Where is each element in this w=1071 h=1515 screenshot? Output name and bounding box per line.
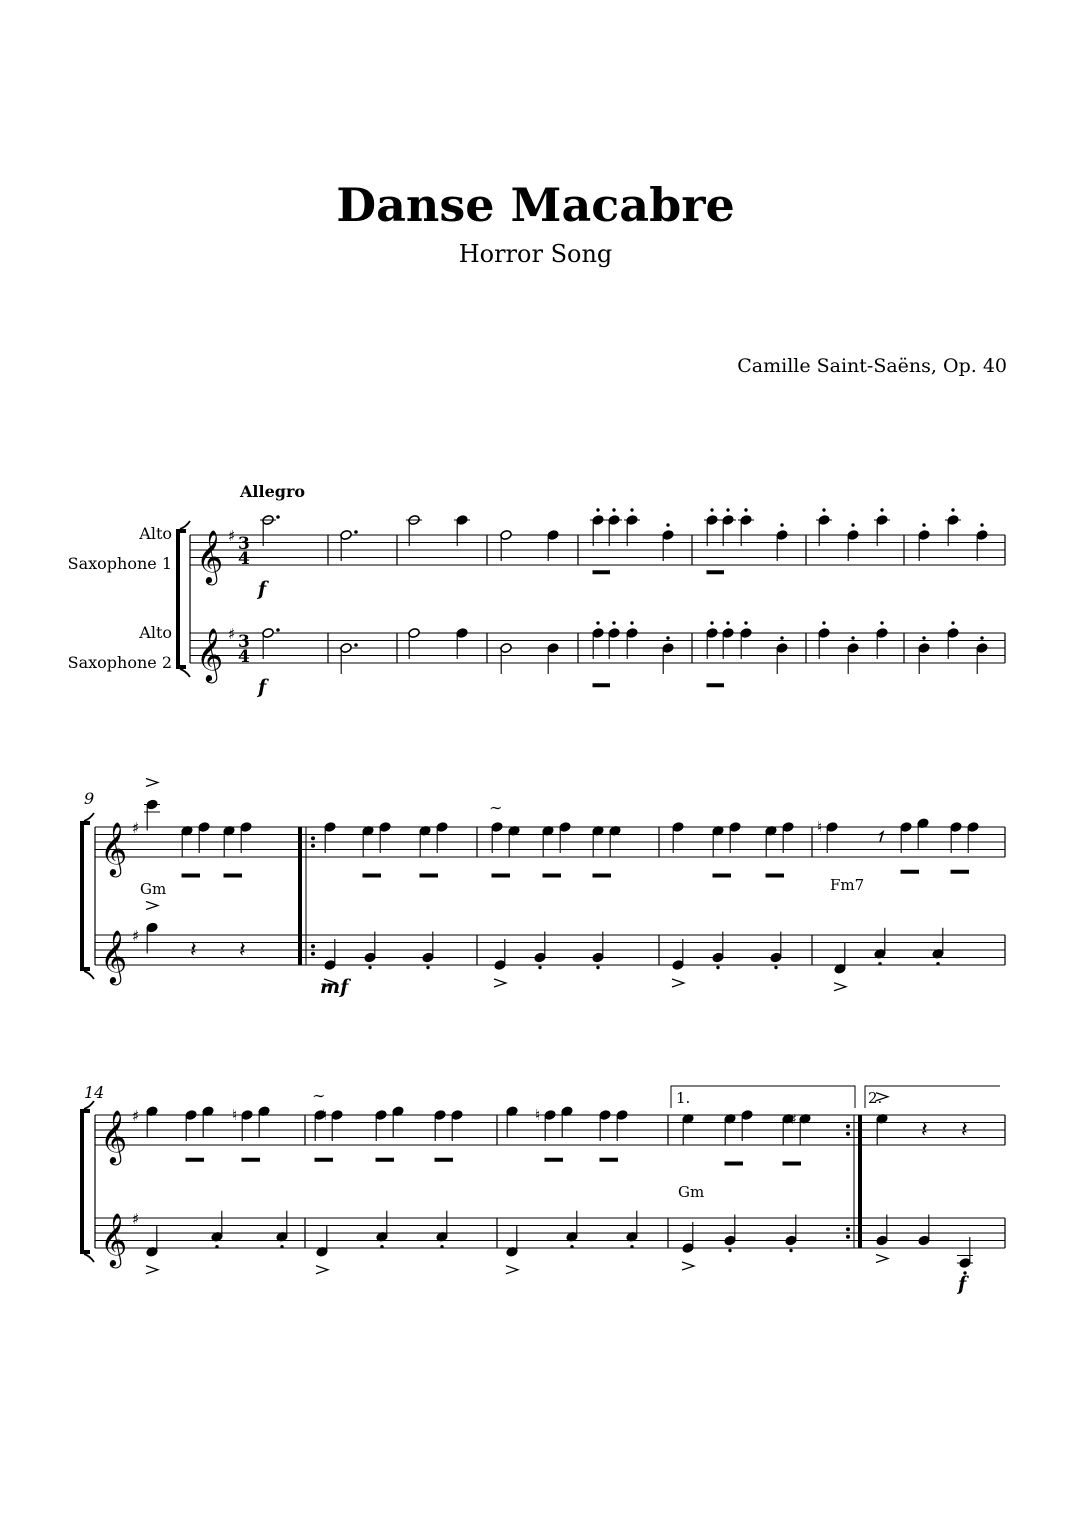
staccato-dot — [822, 621, 825, 624]
time-signature-denominator: 4 — [238, 647, 250, 667]
staccato-dot — [780, 523, 783, 526]
beam — [545, 1158, 564, 1162]
score-subtitle: Horror Song — [458, 240, 613, 268]
beam — [593, 874, 612, 878]
chord-symbol: Gm — [678, 1183, 705, 1201]
quarter-rest-icon: 𝄽 — [921, 1118, 928, 1143]
augmentation-dot — [354, 643, 358, 647]
staccato-dot — [538, 966, 541, 969]
beam — [543, 874, 562, 878]
staccato-dot — [630, 1245, 633, 1248]
staccato-dot — [936, 962, 939, 965]
key-signature-sharp-icon: ♯ — [228, 625, 236, 643]
beam — [707, 570, 725, 574]
staccato-dot — [612, 508, 615, 511]
augmentation-dot — [276, 628, 280, 632]
natural-icon: ♮ — [535, 1106, 541, 1124]
sharp-icon: ♯ — [790, 1111, 797, 1128]
time-signature-numerator: 3 — [238, 632, 250, 652]
volta-2-label: 2. — [868, 1089, 883, 1107]
system-bracket — [178, 531, 186, 667]
measure-number-14: 14 — [84, 1083, 105, 1102]
beam — [713, 874, 732, 878]
beam — [182, 874, 201, 878]
staccato-dot — [280, 1245, 283, 1248]
dynamic-marking: f — [258, 676, 267, 698]
bracket-hook — [180, 669, 190, 677]
staccato-dot — [368, 966, 371, 969]
repeat-dot — [311, 944, 315, 948]
eighth-rest-icon — [879, 832, 883, 842]
instrument-name-line2: Saxophone 2 — [67, 653, 172, 672]
accent-mark — [146, 779, 158, 787]
bracket-hook — [84, 1254, 94, 1262]
staccato-dot — [774, 966, 777, 969]
repeat-thick-barline — [298, 827, 302, 965]
beam — [707, 683, 725, 687]
chord-symbol: Gm — [140, 880, 167, 898]
natural-icon: ♮ — [817, 818, 823, 836]
accent-mark — [876, 1093, 888, 1101]
key-signature-sharp-icon: ♯ — [132, 819, 140, 837]
staccato-dot — [630, 621, 633, 624]
beam — [492, 874, 511, 878]
staccato-dot — [780, 636, 783, 639]
augmentation-dot — [354, 530, 358, 534]
beam — [376, 1158, 395, 1162]
beam — [435, 1158, 454, 1162]
beam — [783, 1162, 802, 1166]
chord-symbol: Fm7 — [830, 876, 865, 894]
mordent-icon: ∼ — [312, 1086, 326, 1105]
quarter-rest-icon: 𝄽 — [190, 938, 197, 963]
staccato-dot — [612, 621, 615, 624]
system-bracket — [82, 823, 90, 969]
beam — [224, 874, 243, 878]
treble-clef-icon: 𝄞 — [100, 1109, 128, 1163]
treble-clef-icon: 𝄞 — [100, 1212, 128, 1266]
repeat-thick-barline — [858, 1115, 862, 1248]
time-signature-numerator: 3 — [238, 534, 250, 554]
staccato-dot — [980, 636, 983, 639]
staccato-dot — [666, 636, 669, 639]
beam — [186, 1158, 205, 1162]
volta-1-label: 1. — [676, 1089, 691, 1107]
staccato-dot — [851, 523, 854, 526]
staccato-dot — [980, 523, 983, 526]
accent-mark — [506, 1266, 518, 1274]
staccato-dot — [744, 508, 747, 511]
volta-2-bracket — [865, 1086, 1000, 1108]
staccato-dot — [880, 621, 883, 624]
instrument-name-line1: Alto — [139, 524, 172, 543]
repeat-dot — [846, 1132, 850, 1136]
treble-clef-icon: 𝄞 — [100, 929, 128, 983]
system-bracket — [82, 1111, 90, 1252]
dynamic-marking: mf — [320, 976, 349, 998]
staccato-dot — [440, 1245, 443, 1248]
staccato-dot — [630, 508, 633, 511]
key-signature-sharp-icon: ♯ — [132, 927, 140, 945]
staccato-dot — [215, 1245, 218, 1248]
staccato-dot — [822, 508, 825, 511]
staccato-dot — [596, 508, 599, 511]
beam — [951, 870, 970, 874]
staccato-dot — [851, 636, 854, 639]
time-signature-denominator: 4 — [238, 549, 250, 569]
measure-number-9: 9 — [84, 789, 95, 808]
staccato-dot — [726, 621, 729, 624]
bracket-hook — [180, 521, 190, 529]
staccato-dot — [570, 1245, 573, 1248]
volta-1-bracket — [671, 1086, 855, 1108]
dynamic-marking: f — [958, 1273, 967, 1295]
repeat-dot — [846, 1124, 850, 1128]
accent-mark — [834, 983, 846, 991]
treble-clef-icon: 𝄞 — [100, 821, 128, 875]
treble-clef-icon: 𝄞 — [196, 627, 224, 681]
staccato-dot — [710, 508, 713, 511]
accent-mark — [876, 1255, 888, 1263]
bracket-hook — [84, 1101, 94, 1109]
dynamic-marking: f — [258, 578, 267, 600]
staccato-dot — [922, 523, 925, 526]
mordent-icon: ∼ — [489, 798, 503, 817]
beam — [901, 870, 920, 874]
accent-mark — [494, 979, 506, 987]
bracket-hook — [84, 813, 94, 821]
repeat-dot — [311, 844, 315, 848]
quarter-rest-icon: 𝄽 — [239, 938, 246, 963]
staccato-dot — [728, 1249, 731, 1252]
staccato-dot — [716, 966, 719, 969]
beam — [363, 874, 382, 878]
staccato-dot — [380, 1245, 383, 1248]
staccato-dot — [596, 621, 599, 624]
staccato-dot — [726, 508, 729, 511]
tempo-marking: Allegro — [240, 482, 306, 501]
staccato-dot — [951, 621, 954, 624]
accent-mark — [146, 1266, 158, 1274]
staccato-dot — [880, 508, 883, 511]
treble-clef-icon: 𝄞 — [196, 529, 224, 583]
augmentation-dot — [276, 515, 280, 519]
composer-credit: Camille Saint-Saëns, Op. 40 — [737, 355, 1007, 377]
beam — [593, 683, 611, 687]
beam — [420, 874, 439, 878]
beam — [315, 1158, 334, 1162]
accent-mark — [146, 902, 158, 910]
staccato-dot — [596, 966, 599, 969]
accent-mark — [316, 1266, 328, 1274]
instrument-name-line1: Alto — [139, 623, 172, 642]
staccato-dot — [922, 636, 925, 639]
accent-mark — [672, 979, 684, 987]
accent-mark — [682, 1262, 694, 1270]
beam — [242, 1158, 261, 1162]
staccato-dot — [710, 621, 713, 624]
repeat-dot — [311, 952, 315, 956]
staccato-dot — [789, 1249, 792, 1252]
quarter-rest-icon: 𝄽 — [961, 1118, 968, 1143]
staccato-dot — [426, 966, 429, 969]
staccato-dot — [878, 962, 881, 965]
instrument-name-line2: Saxophone 1 — [67, 554, 172, 573]
beam — [766, 874, 785, 878]
natural-icon: ♮ — [322, 1106, 328, 1124]
repeat-dot — [311, 836, 315, 840]
staccato-dot — [951, 508, 954, 511]
key-signature-sharp-icon: ♯ — [132, 1210, 140, 1228]
score-title: Danse Macabre — [336, 178, 735, 232]
key-signature-sharp-icon: ♯ — [132, 1107, 140, 1125]
beam — [600, 1158, 619, 1162]
repeat-dot — [846, 1227, 850, 1231]
beam — [725, 1162, 744, 1166]
key-signature-sharp-icon: ♯ — [228, 527, 236, 545]
beam — [593, 570, 611, 574]
staccato-dot — [666, 523, 669, 526]
staccato-dot — [744, 621, 747, 624]
repeat-dot — [846, 1235, 850, 1239]
natural-icon: ♮ — [232, 1106, 238, 1124]
bracket-hook — [84, 971, 94, 979]
